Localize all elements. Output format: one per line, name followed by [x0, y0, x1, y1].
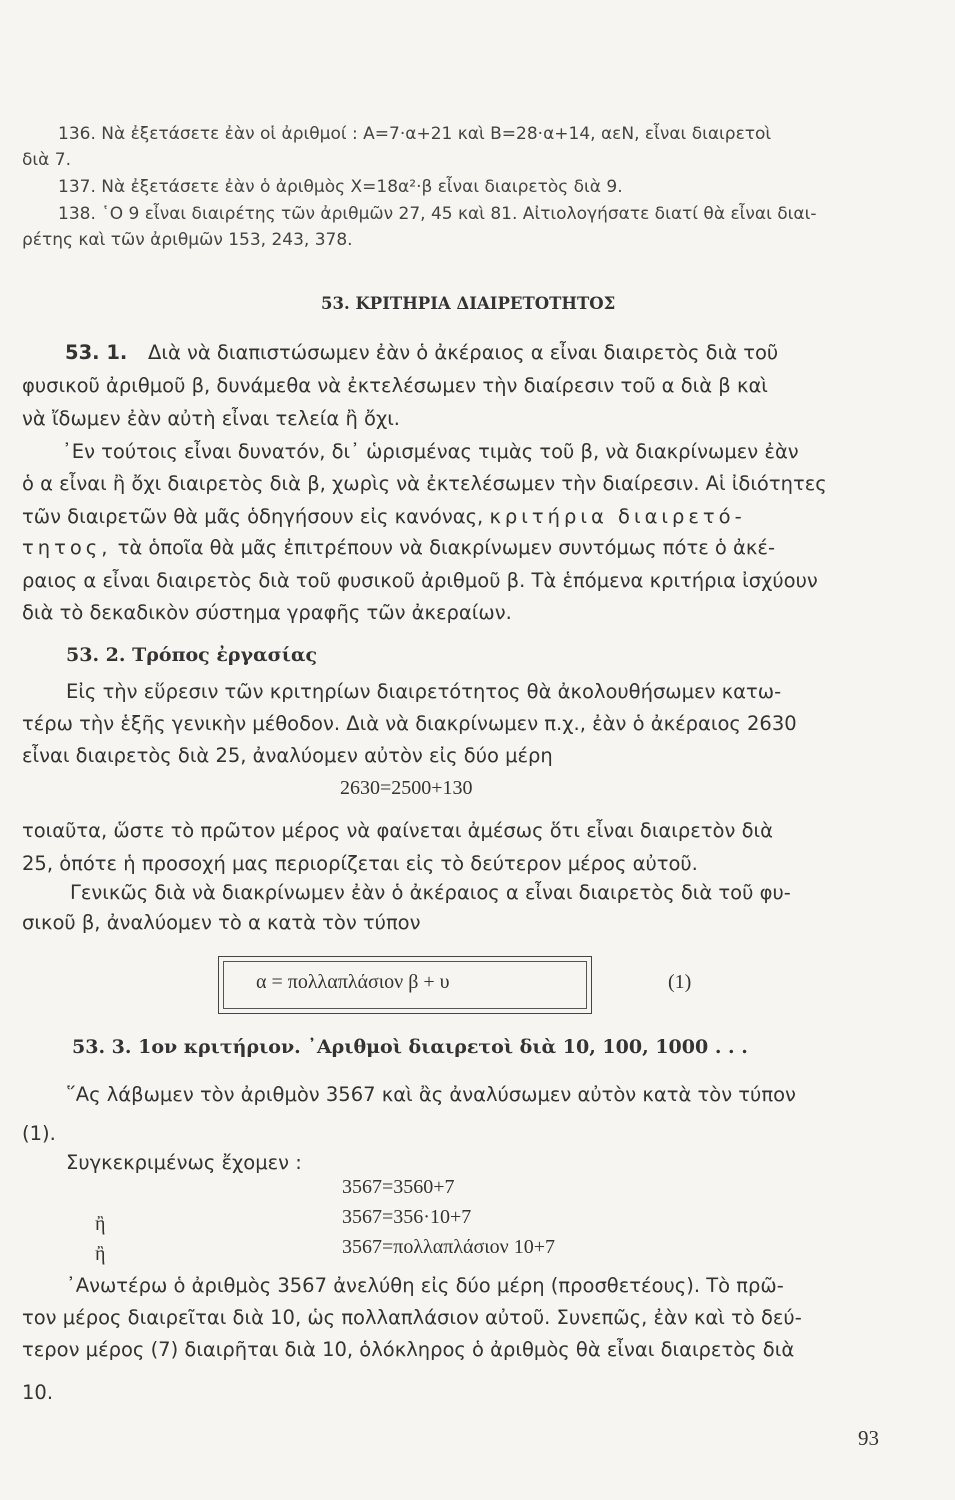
line-6-text: τῶν διαιρετῶν θὰ μᾶς ὁδηγήσουν εἰς κανόνας, [22, 505, 484, 528]
para-53-1-line-5: ὁ α εἶναι ἢ ὄχι διαιρετὸς διὰ β, χωρὶς νὰ ἐκτελέσωμεν τὴν διαίρεσιν. Αἱ ἰδιότητες [22, 472, 827, 495]
equation-label: (1) [668, 971, 692, 993]
para-53-3-line-1: ῞Ας λάβωμεν τὸν ἀριθμὸν 3567 καὶ ἂς ἀναλύσωμεν αὐτὸν κατὰ τὸν τύπον [66, 1083, 796, 1106]
exercise-138-line-2: ρέτης καὶ τῶν ἀριθμῶν 153, 243, 378. [22, 230, 353, 250]
line-7-text: τὰ ὁποῖα θὰ μᾶς ἐπιτρέπουν νὰ διακρίνωμεν συντόμως πότε ὁ ἀκέ- [117, 536, 775, 559]
or-word-1: ἢ [95, 1213, 106, 1235]
para-53-3-line-5: τον μέρος διαιρεῖται διὰ 10, ὡς πολλαπλάσιον αὐτοῦ. Συνεπῶς, ἐὰν καὶ τὸ δεύ- [22, 1306, 802, 1329]
section-heading: 53. ΚΡΙΤΗΡΙΑ ΔΙΑΙΡΕΤΟΤΗΤΟΣ [321, 294, 616, 313]
para-53-2-line-1: Εἰς τὴν εὕρεσιν τῶν κριτηρίων διαιρετότητος θὰ ἀκολουθήσωμεν κατω- [66, 680, 782, 703]
or-word-2: ἢ [95, 1243, 106, 1265]
subsection-53-3-title: 53. 3. 1ον κριτήριον. ᾿Αριθμοὶ διαιρετοὶ διὰ 10, 100, 1000 . . . [72, 1036, 748, 1058]
para-53-1-line-8: ραιος α εἶναι διαιρετὸς διὰ τοῦ φυσικοῦ ἀριθμοῦ β. Τὰ ἑπόμενα κριτήρια ἰσχύουν [22, 569, 818, 592]
para-53-1-line-1: Διὰ νὰ διαπιστώσωμεν ἐὰν ὁ ἀκέραιος α εἶναι διαιρετὸς διὰ τοῦ [148, 341, 779, 364]
spaced-term-criteria: κριτήρια διαιρετό- [489, 505, 746, 528]
para-53-1-line-3: νὰ ἴδωμεν ἐὰν αὐτὴ εἶναι τελεία ἢ ὄχι. [22, 407, 401, 430]
spaced-term-divisibility: τητος, [22, 536, 112, 559]
para-53-2-line-5: 25, ὁπότε ἡ προσοχή μας περιορίζεται εἰς τὸ δεύτερον μέρος αὐτοῦ. [22, 852, 698, 875]
para-53-1-line-9: διὰ τὸ δεκαδικὸν σύστημα γραφῆς τῶν ἀκεραίων. [22, 601, 512, 624]
para-53-2-line-2: τέρω τὴν ἑξῆς γενικὴν μέθοδον. Διὰ νὰ διακρίνωμεν π.χ., ἐὰν ὁ ἀκέραιος 2630 [22, 712, 797, 735]
formula-2630: 2630=2500+130 [340, 777, 473, 799]
para-53-2-line-4: τοιαῦτα, ὥστε τὸ πρῶτον μέρος νὰ φαίνεται ἀμέσως ὅτι εἶναι διαιρετὸν διὰ [22, 819, 773, 842]
formula-2: 3567=356·10+7 [342, 1206, 472, 1228]
para-53-3-line-2: (1). [22, 1122, 56, 1145]
formula-1: 3567=3560+7 [342, 1176, 455, 1198]
exercise-136-line-1: 136. Νὰ ἐξετάσετε ἐὰν οἱ ἀριθμοί : A=7·α+21 καὶ B=28·α+14, αεN, εἶναι διαιρετοὶ [58, 124, 772, 144]
para-53-3-line-7: 10. [22, 1381, 54, 1404]
para-53-3-line-6: τερον μέρος (7) διαιρῆται διὰ 10, ὁλόκληρος ὁ ἀριθμὸς θὰ εἶναι διαιρετὸς διὰ [22, 1338, 795, 1361]
para-53-2-line-6: Γενικῶς διὰ νὰ διακρίνωμεν ἐὰν ὁ ἀκέραιος α εἶναι διαιρετὸς διὰ τοῦ φυ- [70, 881, 791, 904]
para-53-2-line-3: εἶναι διαιρετὸς διὰ 25, ἀναλύομεν αὐτὸν εἰς δύο μέρη [22, 744, 553, 767]
exercise-137: 137. Νὰ ἐξετάσετε ἐὰν ὁ ἀριθμὸς X=18α²·β εἶναι διαιρετὸς διὰ 9. [58, 177, 623, 197]
para-53-1-number [65, 343, 127, 363]
subsection-number: 53. 1. [65, 341, 128, 364]
formula-3: 3567=πολλαπλάσιον 10+7 [342, 1236, 556, 1258]
para-53-1-line-2: φυσικοῦ ἀριθμοῦ β, δυνάμεθα νὰ ἐκτελέσωμεν τὴν διαίρεσιν τοῦ α διὰ β καὶ [22, 374, 768, 397]
para-53-3-line-4: ᾿Ανωτέρω ὁ ἀριθμὸς 3567 ἀνελύθη εἰς δύο μέρη (προσθετέους). Τὸ πρῶ- [66, 1274, 784, 1297]
para-53-1-line-7 [22, 538, 775, 558]
para-53-3-line-3: Συγκεκριμένως ἔχομεν : [66, 1151, 302, 1174]
boxed-formula: α = πολλαπλάσιον β + υ [256, 971, 450, 993]
para-53-1-line-6 [22, 507, 746, 527]
page-number: 93 [858, 1426, 879, 1450]
exercise-136-line-2: διὰ 7. [22, 150, 71, 170]
subsection-53-2-title: 53. 2. Τρόπος ἐργασίας [66, 644, 318, 666]
para-53-2-line-7: σικοῦ β, ἀναλύομεν τὸ α κατὰ τὸν τύπον [22, 911, 421, 934]
para-53-1-line-4: ᾿Εν τούτοις εἶναι δυνατόν, δι᾿ ὡρισμένας τιμὰς τοῦ β, νὰ διακρίνωμεν ἐὰν [62, 440, 799, 463]
exercise-138-line-1: 138. ῾Ο 9 εἶναι διαιρέτης τῶν ἀριθμῶν 27, 45 καὶ 81. Αἰτιολογήσατε διατί θὰ εἶναι διαι- [58, 204, 817, 224]
